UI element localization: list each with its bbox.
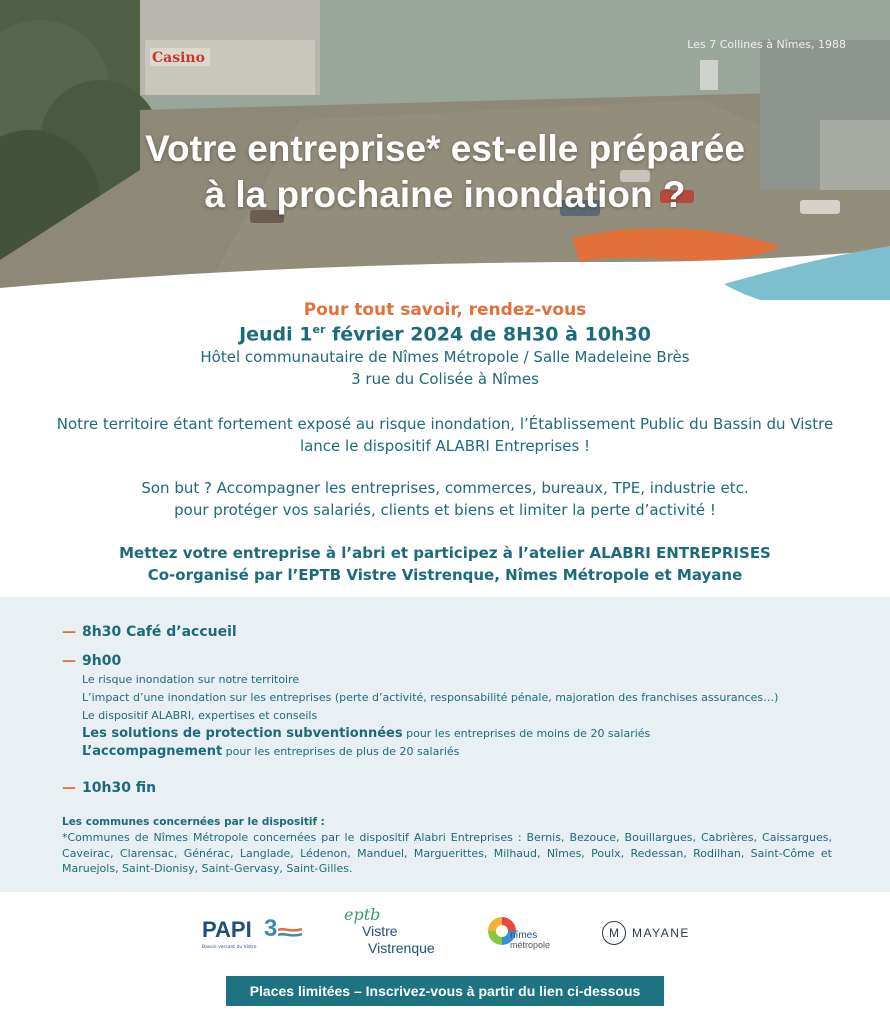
program-item-3: [62, 780, 156, 796]
date-sup: er: [312, 323, 326, 336]
communes-list: *Communes de Nîmes Métropole concernées par le dispositif Alabri Entreprises : Bernis, Bezouce, Bouillargues, Cabrières, Caissargues, Caveirac, Clarensac, Générac, Langlade, Lédenon, Manduel, Marguerittes, Milhaud, Nîmes, Poulx, Redessan, Rodilhan, Saint-Côme et Maruejols, Saint-Dionisy, Saint-Gervasy, Saint-Gilles.: [62, 831, 832, 875]
program-sub-3: Le dispositif ALABRI, expertises et conseils: [82, 709, 318, 722]
communes-title: Les communes concernées par le dispositif :: [62, 816, 325, 828]
program-sub-5-rest: pour les entreprises de plus de 20 salariés: [222, 745, 460, 758]
partner-logos: [0, 895, 890, 975]
eptb-line2: Vistrenque: [368, 940, 435, 956]
paragraph-call: [0, 542, 890, 586]
papi-logo: [202, 917, 302, 951]
program-sub-5: [82, 744, 459, 759]
mayane-logo: [602, 921, 702, 947]
dash-icon: —: [62, 780, 76, 796]
date-suffix: février 2024 de 8H30 à 10h30: [325, 323, 651, 346]
p3-line1: Mettez votre entreprise à l’abri et participez à l’atelier ALABRI ENTREPRISES: [119, 544, 771, 562]
p1-line2: lance le dispositif ALABRI Entreprises !: [299, 437, 591, 455]
program-item-3-label: 10h30 fin: [82, 780, 157, 796]
eptb-line1: Vistre: [362, 923, 398, 939]
papi-text: PAPI: [202, 917, 252, 942]
registration-banner[interactable]: Places limitées – Inscrivez-vous à partir du lien ci-dessous: [226, 976, 664, 1006]
program-sub-2: L’impact d’une inondation sur les entreprises (perte d’activité, responsabilité pénale, majoration des franchises assurances…): [82, 691, 779, 704]
p2-line2: pour protéger vos salariés, clients et biens et limiter la perte d’activité !: [174, 501, 716, 519]
eptb-mark: eptb: [344, 905, 381, 924]
event-place: Hôtel communautaire de Nîmes Métropole / Salle Madeleine Brès: [200, 348, 690, 366]
p2-line1: Son but ? Accompagner les entreprises, commerces, bureaux, TPE, industrie etc.: [141, 479, 749, 497]
photo-credit: Les 7 Collines à Nîmes, 1988: [687, 38, 846, 51]
program-sub-1: Le risque inondation sur notre territoire: [82, 673, 300, 686]
casino-sign: Casino: [152, 50, 205, 66]
program-item-2: [62, 653, 121, 669]
date-prefix: Jeudi 1: [239, 323, 313, 346]
program-sub-4-bold: Les solutions de protection subventionnées: [82, 726, 403, 741]
program-item-1-label: 8h30 Café d’accueil: [82, 624, 237, 640]
paragraph-goal: [0, 477, 890, 521]
program-sub-4: [82, 726, 650, 741]
nimes-metropole-logo: [486, 913, 576, 953]
eptb-logo: [344, 905, 444, 965]
program-item-1: [62, 624, 237, 640]
page-title: [0, 126, 890, 218]
p1-line1: Notre territoire étant fortement exposé au risque inondation, l’Établissement Public du Bassin du Vistre: [56, 415, 834, 433]
papi-subtitle: Bassin versant du Vistre: [202, 945, 257, 950]
papi-number: 3: [264, 915, 278, 942]
program-item-2-label: 9h00: [82, 653, 122, 669]
program-sub-5-bold: L’accompagnement: [82, 744, 223, 759]
p3-line2: Co-organisé par l’EPTB Vistre Vistrenque, Nîmes Métropole et Mayane: [147, 566, 743, 584]
mayane-text: MAYANE: [632, 926, 690, 940]
papi-waves-icon: [278, 927, 302, 939]
intro-lead: Pour tout savoir, rendez-vous: [303, 300, 587, 320]
program-sub-4-rest: pour les entreprises de moins de 20 salariés: [402, 727, 651, 740]
mayane-mark-icon: M: [602, 921, 626, 945]
hero-photo: [0, 0, 890, 300]
dash-icon: —: [62, 624, 76, 640]
title-line-1: Votre entreprise* est-elle préparée: [145, 128, 745, 169]
nimes-line2: métropole: [510, 940, 551, 950]
event-date: [0, 323, 890, 345]
title-line-2: à la prochaine inondation ?: [204, 174, 686, 215]
event-address: 3 rue du Colisée à Nîmes: [351, 370, 539, 388]
dash-icon: —: [62, 653, 76, 669]
nimes-line1: nîmes: [510, 930, 538, 941]
paragraph-context: [0, 413, 890, 457]
